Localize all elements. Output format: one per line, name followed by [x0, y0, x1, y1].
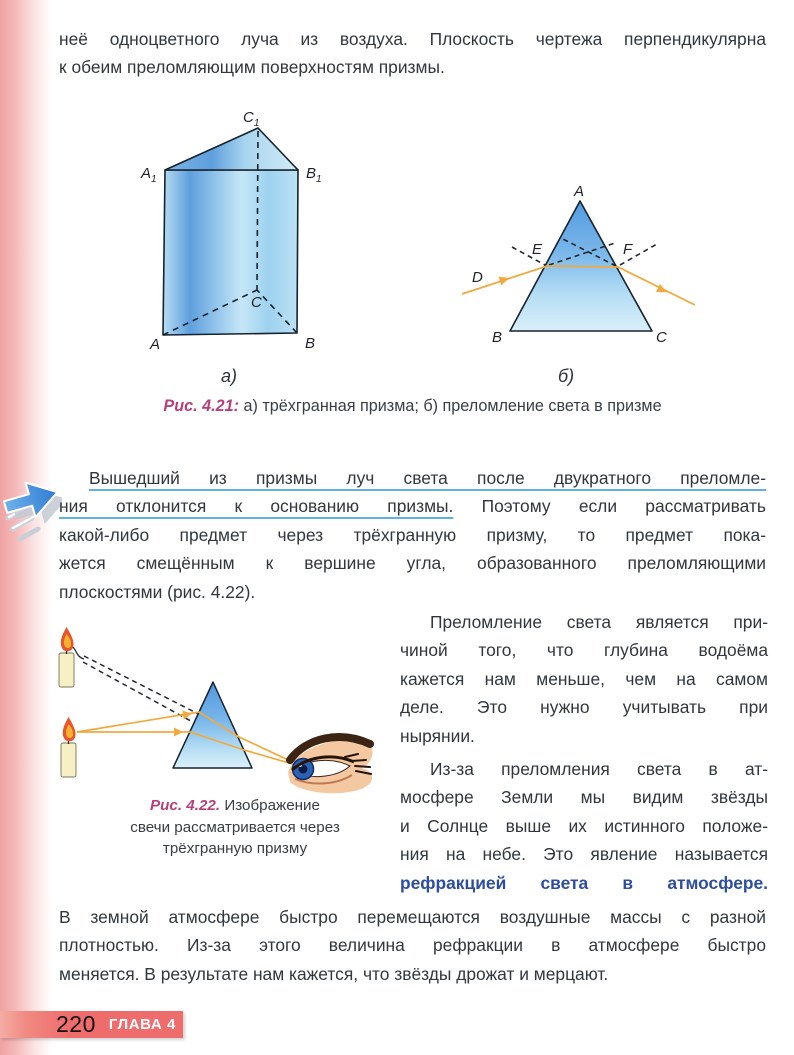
- vertex-label-a: A: [150, 336, 161, 353]
- figure-422-caption-label: Рис. 4.22.: [150, 797, 221, 814]
- vertex-label-a1: $A_1$: [141, 165, 157, 185]
- figure-422-caption: [60, 795, 410, 860]
- text-line: Преломление света является при-: [430, 612, 768, 632]
- point-label-d: D: [472, 269, 483, 286]
- hidden-edge-c1c: [257, 131, 258, 290]
- panel-a-label: а): [221, 366, 238, 386]
- virtual-ray-squiggle: [73, 647, 84, 659]
- footer-bar: [0, 1011, 183, 1038]
- right-column-paragraph-1: [400, 608, 768, 750]
- figure-422-diagram: [40, 620, 385, 796]
- right-column: [400, 608, 768, 897]
- text-line: Вышедший из призмы луч света после двукратного преломле-: [89, 468, 766, 488]
- text-line: плотностью. Из-за этого величина рефракции в атмосфере быстро: [59, 935, 766, 956]
- text-line: неё одноцветного луча из воздуха. Плоскость чертежа перпендикулярна: [59, 29, 766, 49]
- text-line: какой-либо предмет через трёхгранную призму, то предмет пока-: [59, 524, 766, 545]
- text-line: В земной атмосфере быстро перемещаются воздушные массы с разной: [59, 907, 766, 927]
- vertex-label-a: A: [574, 183, 585, 200]
- arrow-shape: [1, 473, 62, 533]
- figure-421a-prism-diagram: [125, 98, 415, 393]
- vertex-label-b1: $B_1$: [306, 165, 322, 185]
- chapter-label: ГЛАВА 4: [108, 1016, 176, 1033]
- prism-cross-section: [173, 682, 252, 768]
- caption-line: свечи рассматривается через: [130, 818, 340, 836]
- text-line: нырянии.: [400, 725, 475, 746]
- main-paragraph: [59, 464, 766, 606]
- ray-arrowhead: [499, 274, 511, 286]
- text-line: деле. Это нужно учитывать при: [400, 697, 768, 718]
- text-line: мосфере Земли мы видим звёзды: [400, 787, 768, 808]
- figure-421-caption-text: а) трёхгранная призма; б) преломление света в призме: [243, 397, 662, 415]
- intro-paragraph: [59, 25, 766, 82]
- caption-line: трёхгранную призму: [162, 840, 308, 857]
- eye-icon: [288, 737, 373, 793]
- virtual-candle-icon: [59, 627, 74, 687]
- text-line: жется смещённым к вершине угла, образованного преломляющими: [59, 553, 766, 574]
- text-line: кажется нам меньше, чем на самом: [400, 668, 768, 689]
- caption-line: Рис. 4.22. Изображение: [150, 797, 320, 814]
- real-candle-icon: [61, 717, 76, 777]
- text-line: Из-за преломления света в ат-: [430, 759, 768, 780]
- vertex-label-c1: $C_1$: [243, 109, 260, 129]
- figure-421-caption: [59, 396, 766, 417]
- vertex-label-b: B: [492, 329, 503, 346]
- key-term-line: рефракцией света в атмосфере.: [400, 872, 768, 893]
- margin-pointer-arrow-icon: [0, 452, 62, 544]
- bottom-paragraph: [59, 903, 766, 988]
- prism-front-face: [163, 170, 298, 335]
- right-column-paragraph-2: [400, 755, 768, 897]
- text-line: ния на небе. Это явление называется: [400, 844, 768, 865]
- text-line: меняется. В результате нам кажется, что звёзды дрожат и мерцают.: [59, 963, 609, 984]
- text-line: и Солнце выше их истинного положе-: [400, 815, 768, 836]
- figure-421b-refraction-diagram: [450, 183, 770, 390]
- vertex-label-c: C: [251, 294, 262, 311]
- page-number: 220: [56, 1011, 96, 1037]
- point-label-f: F: [623, 241, 633, 258]
- text-line: чиной того, что глубина водоёма: [400, 640, 768, 661]
- ray-arrowhead: [174, 728, 183, 737]
- vertex-label-c: C: [656, 329, 667, 346]
- text-line: к обеим преломляющим поверхностям призмы.: [59, 57, 445, 78]
- vertex-label-b: B: [305, 335, 316, 352]
- panel-b-label: б): [558, 366, 575, 386]
- point-label-e: E: [532, 241, 543, 258]
- figure-421-caption-label: Рис. 4.21:: [163, 397, 239, 415]
- text-line: плоскостями (рис. 4.22).: [59, 581, 256, 602]
- text-line: ния отклонится к основанию призмы. Поэтому если рассматривать: [59, 496, 766, 517]
- prism-top-face: [165, 128, 298, 170]
